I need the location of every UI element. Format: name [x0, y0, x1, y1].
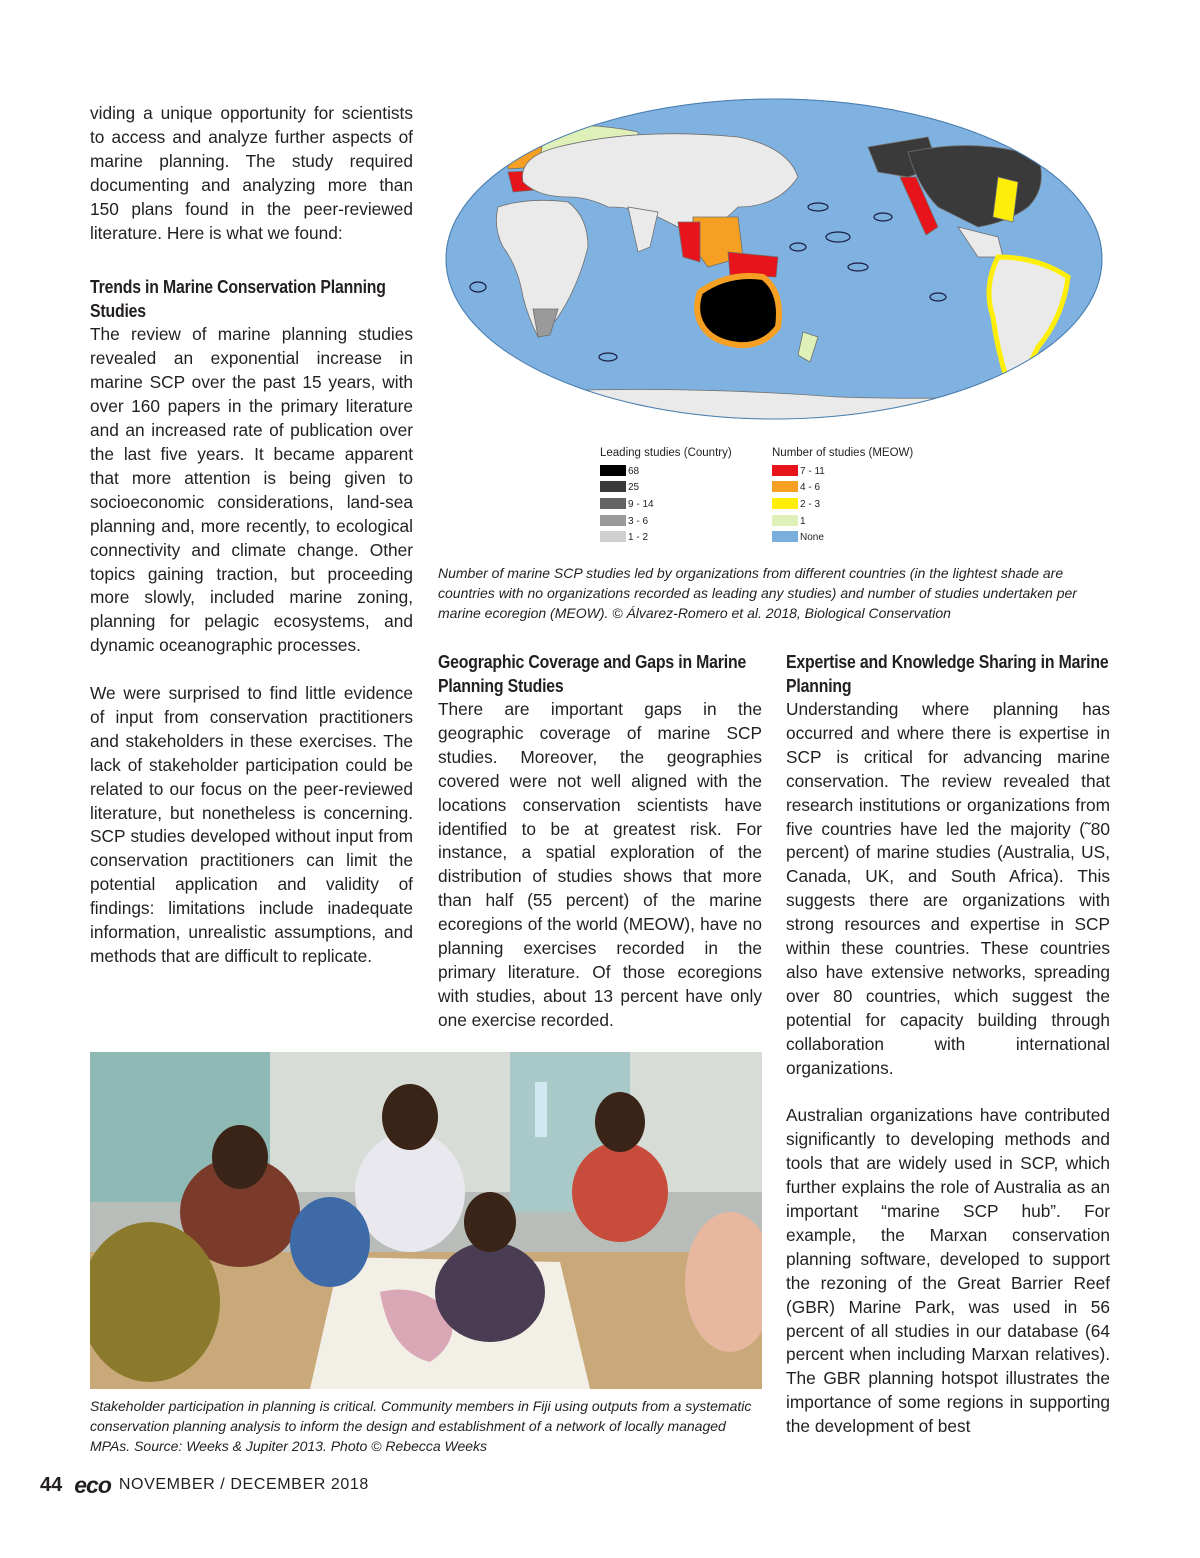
geographic-coverage-heading: Geographic Coverage and Gaps in Marine Planning Studies	[438, 651, 747, 696]
geographic-coverage-paragraph: There are important gaps in the geographic coverage of marine SCP studies. Moreover, the geographies covered were not well aligned with the locations conservation scientists have identified to be at greatest risk. For instance, a spatial exploration of the distribution of studies shows that more than half (55 percent) of the marine ecoregions of the world (MEOW), have no planning exercises recorded in the primary literature. Of those ecoregions with studies, about 13 percent have only one exercise recorded.	[438, 699, 762, 1030]
legend-meow-label-3: 1	[800, 516, 806, 527]
photo-caption: Stakeholder participation in planning is critical. Community members in Fiji using outputs from a systematic conservation planning analysis to inform the design and establishment of a network of locally managed MPAs. Source: Weeks & Jupiter 2013. Photo © Rebecca Weeks	[90, 1398, 752, 1454]
stakeholder-photo	[90, 1052, 762, 1389]
intro-paragraph: viding a unique opportunity for scientists to access and analyze further aspects of marine planning. The study required documenting and analyzing more than 150 plans found in the peer-reviewed literature. Here is what we found:	[90, 103, 413, 243]
legend-country-label-4: 1 - 2	[628, 532, 649, 543]
trends-paragraph-2: We were surprised to find little evidence of input from conservation practitioners and stakeholders in these exercises. The lack of stakeholder participation could be related to our focus on the peer-reviewed literature, but nonetheless is concerning. SCP studies developed without input from conservation practitioners can limit the potential application and validity of findings: limitations include inadequate information, unrealistic assumptions, and methods that are difficult to replicate.	[90, 683, 413, 966]
page-footer	[40, 1470, 369, 1500]
expertise-paragraph-2: Australian organizations have contributed significantly to developing methods and tools that are widely used in SCP, which further explains the role of Australia as an important “marine SCP hub”. For example, the Marxan conservation planning software, developed to support the rezoning of the Great Barrier Reef (GBR) Marine Park, was used in 56 percent of all studies in our database (64 percent when including Marxan relatives). The GBR planning hotspot illustrates the importance of some regions in supporting the development of best	[786, 1105, 1110, 1437]
island-ring-6	[599, 353, 617, 361]
legend-country-label-1: 25	[628, 482, 640, 493]
page-number: 44	[40, 1473, 63, 1496]
legend-meow-swatch-2	[772, 498, 798, 509]
legend-country-label-2: 9 - 14	[628, 499, 654, 510]
trends-heading: Trends in Marine Conservation Planning Studies	[90, 276, 386, 322]
legend-meow-title: Number of studies (MEOW)	[772, 447, 914, 459]
legend-meow-label-4: None	[800, 532, 824, 543]
legend-meow-label-2: 2 - 3	[800, 499, 821, 510]
world-map-figure	[438, 97, 1110, 557]
expertise-heading: Expertise and Knowledge Sharing in Marine Planning	[786, 651, 1109, 696]
legend-country-items	[600, 465, 654, 543]
island-ring-7	[470, 282, 486, 292]
legend-meow-swatch-0	[772, 465, 798, 476]
island-ring-1	[808, 203, 828, 211]
legend-country-swatch-4	[600, 531, 626, 542]
eco-logo: eco	[74, 1471, 111, 1498]
middle-column	[438, 650, 762, 1033]
island-ring-2	[826, 232, 850, 242]
land-antarctica	[438, 387, 1110, 427]
photo-illustration	[90, 1052, 762, 1389]
legend-meow-items	[772, 465, 825, 543]
legend-country-swatch-3	[600, 515, 626, 526]
map-caption: Number of marine SCP studies led by organizations from different countries (in the lightest shade are countries with no organizations recorded as leading any studies) and number of studies undertaken per marine ecoregion (MEOW). © Álvarez-Romero et al. 2018, Biological Conservation	[438, 565, 1077, 621]
world-map	[438, 97, 1110, 557]
island-ring-5	[874, 213, 892, 221]
legend-country-swatch-2	[600, 498, 626, 509]
island-ring-3	[848, 263, 868, 271]
legend-country-swatch-0	[600, 465, 626, 476]
legend-country-title: Leading studies (Country)	[600, 447, 732, 459]
legend-meow-label-0: 7 - 11	[800, 466, 825, 477]
island-ring-8	[930, 293, 946, 301]
legend-meow-swatch-1	[772, 481, 798, 492]
island-ring-4	[790, 243, 806, 251]
legend-meow-label-1: 4 - 6	[800, 482, 821, 493]
legend-country-label-0: 68	[628, 466, 640, 477]
trends-paragraph-1: The review of marine planning studies revealed an exponential increase in marine SCP over the past 15 years, with over 160 papers in the primary literature and an increased rate of publication over the last five years. It became apparent that more attention is being given to socioeconomic considerations, land-sea planning and, more recently, to ecological connectivity and climate change. Other topics gaining traction, but proceeding more slowly, included marine zoning, planning for pelagic ecosystems, and dynamic oceanographic processes.	[90, 324, 413, 656]
legend-country-label-3: 3 - 6	[628, 516, 649, 527]
issue-date: NOVEMBER / DECEMBER 2018	[118, 1476, 369, 1493]
right-column	[786, 650, 1110, 1439]
legend-country-swatch-1	[600, 481, 626, 492]
left-column	[90, 102, 413, 969]
legend-meow-swatch-4	[772, 531, 798, 542]
expertise-paragraph-1: Understanding where planning has occurred and where there is expertise in SCP is critical for advancing marine conservation. The review revealed that research institutions or organizations from five countries have led the majority (˜80 percent) of marine studies (Australia, US, Canada, UK, and South Africa). This suggests there are organizations with strong resources and expertise in SCP within these countries. These countries also have extensive networks, spreading over 80 countries, which suggest the potential for capacity building through collaboration with international organizations.	[786, 699, 1110, 1078]
legend-meow-swatch-3	[772, 515, 798, 526]
